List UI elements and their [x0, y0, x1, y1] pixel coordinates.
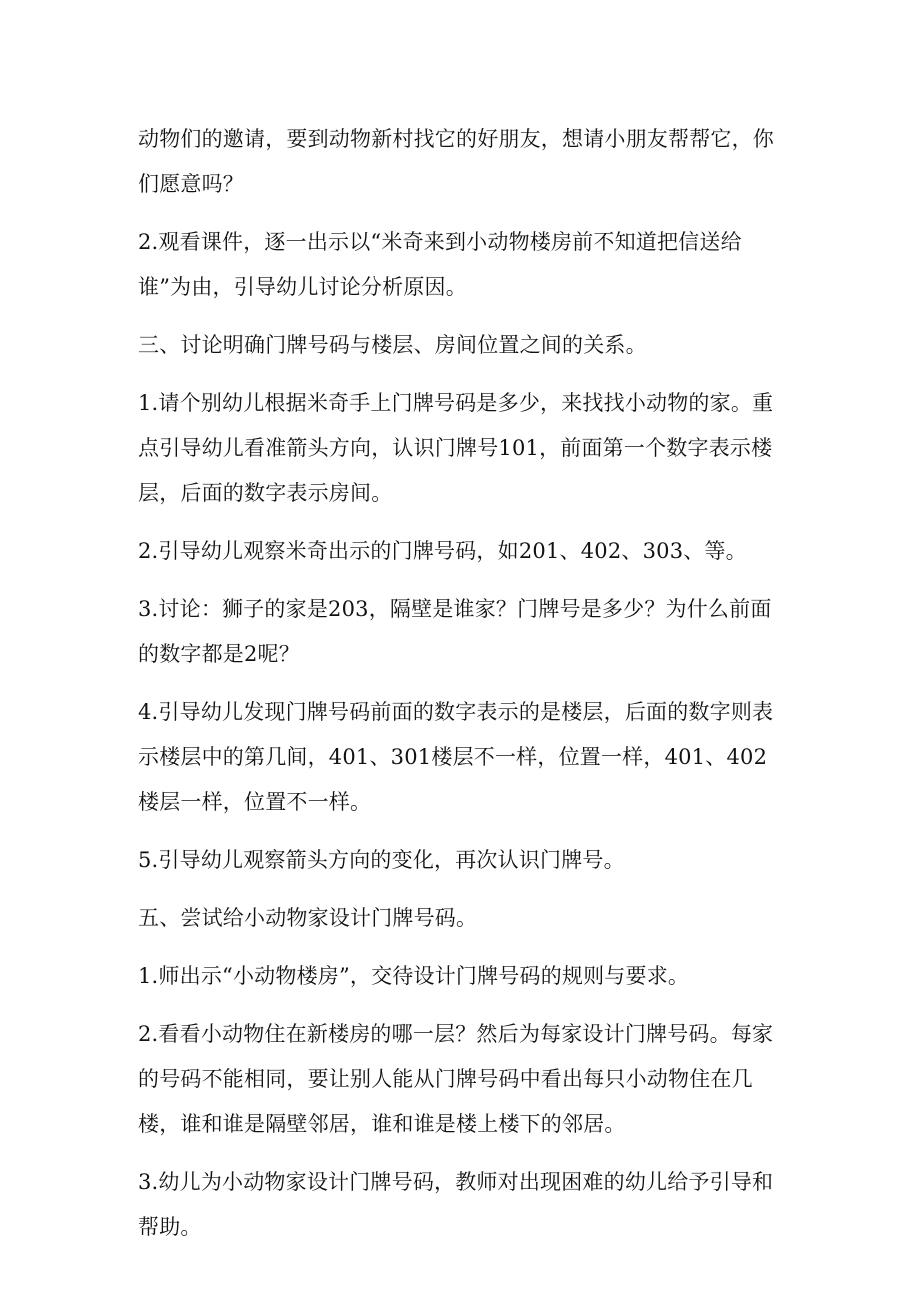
paragraph-step-3-discuss: 3.讨论：狮子的家是203，隔壁是谁家？门牌号是多少？为什么前面的数字都是2呢？ [138, 597, 772, 666]
paragraph-design-step-3: 3.幼儿为小动物家设计门牌号码，教师对出现困难的幼儿给予引导和帮助。 [138, 1170, 774, 1239]
section-heading-design: 五、尝试给小动物家设计门牌号码。 [138, 906, 478, 930]
paragraph-design-step-2: 2.看看小动物住在新楼房的哪一层？然后为每家设计门牌号码。每家的号码不能相同，要让别人能从门牌号码中看出每只小动物住在几楼，谁和谁是隔壁邻居，谁和谁是楼上楼下的邻居。 [138, 1022, 774, 1136]
paragraph-step-2-observe: 2.引导幼儿观察米奇出示的门牌号码，如201、402、303、等。 [138, 539, 747, 563]
paragraph-design-step-1: 1.师出示“小动物楼房”，交待设计门牌号码的规则与要求。 [138, 964, 690, 988]
paragraph-step-5-arrows: 5.引导幼儿观察箭头方向的变化，再次认识门牌号。 [138, 848, 625, 872]
paragraph-step-1-find-home: 1.请个别幼儿根据米奇手上门牌号码是多少，来找找小动物的家。重点引导幼儿看准箭头方向，认识门牌号101，前面第一个数字表示楼层，后面的数字表示房间。 [138, 391, 774, 505]
section-heading-discussion: 三、讨论明确门牌号码与楼层、房间位置之间的关系。 [138, 333, 647, 357]
paragraph-step-4-discover: 4.引导幼儿发现门牌号码前面的数字表示的是楼层，后面的数字则表示楼层中的第几间，401、301楼层不一样，位置一样，401、402楼层一样，位置不一样。 [138, 700, 774, 814]
document-body [138, 117, 788, 1263]
paragraph-step-2-courseware: 2.观看课件，逐一出示以“米奇来到小动物楼房前不知道把信送给谁”为由，引导幼儿讨论分析原因。 [138, 230, 742, 299]
paragraph-invitation: 动物们的邀请，要到动物新村找它的好朋友，想请小朋友帮帮它，你们愿意吗？ [138, 127, 774, 196]
